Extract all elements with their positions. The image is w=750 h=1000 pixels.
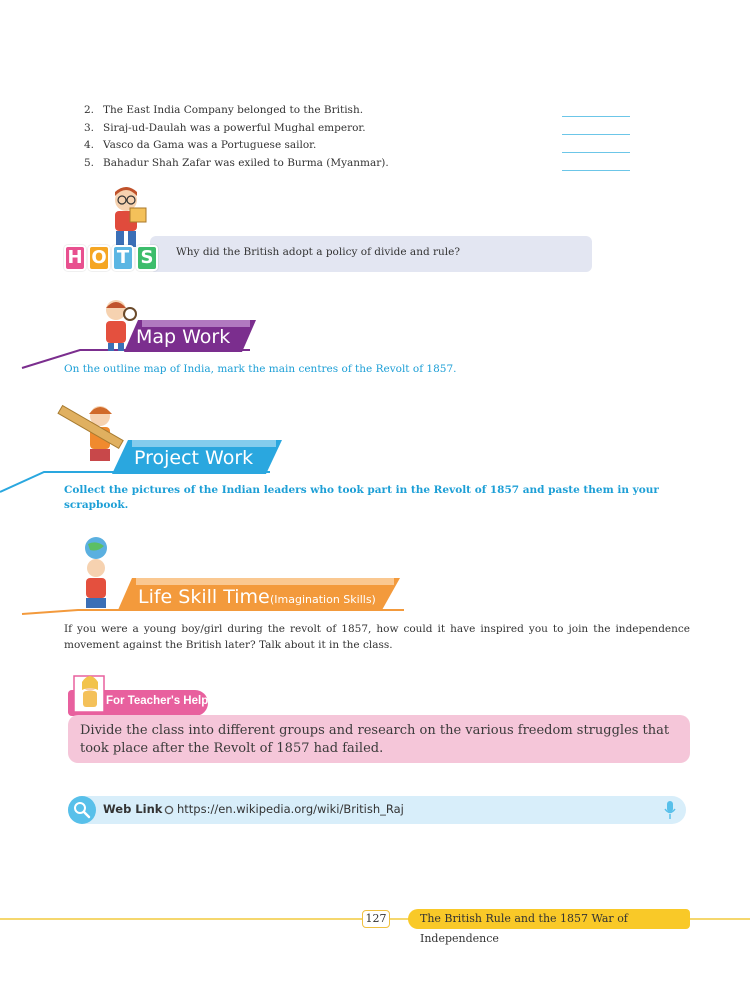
statement-list <box>84 102 424 172</box>
statement-item <box>84 102 424 120</box>
statement-text: Vasco da Gama was a Portuguese sailor. <box>103 139 317 151</box>
teacher-help-label: For Teacher's Help <box>106 695 209 707</box>
answer-blank[interactable] <box>562 170 630 171</box>
search-icon[interactable] <box>68 796 96 824</box>
statement-number: 5. <box>84 156 95 169</box>
statement-item <box>84 137 424 155</box>
life-skill-subtitle: (Imagination Skills) <box>270 593 376 606</box>
statement-item <box>84 120 424 138</box>
web-link-label: Web Link <box>103 802 163 816</box>
reading-boy-illustration <box>104 186 154 250</box>
chapter-title: The British Rule and the 1857 War of Independence <box>408 909 690 929</box>
microphone-icon[interactable] <box>664 800 676 820</box>
life-skill-text: If you were a young boy/girl during the revolt of 1857, how could it have inspired you to join the independence movement against the British later? Talk about it in the class. <box>64 623 690 651</box>
hots-letter: T <box>112 245 134 271</box>
map-work-title: Map Work <box>136 326 231 348</box>
statement-number: 2. <box>84 104 95 116</box>
hots-letter: O <box>88 245 110 271</box>
circle-bullet-icon <box>164 805 174 815</box>
statement-text: Bahadur Shah Zafar was exiled to Burma (Myanmar). <box>103 156 389 169</box>
statement-item <box>84 155 424 173</box>
statement-number: 4. <box>84 139 95 151</box>
teacher-help-text: Divide the class into different groups and research on the various freedom struggles that took place after the Revolt of 1857 had failed. <box>80 723 670 756</box>
statement-number: 3. <box>84 121 95 134</box>
web-link-url[interactable]: https://en.wikipedia.org/wiki/British_Raj <box>177 802 404 816</box>
hots-logo <box>64 245 158 271</box>
teacher-illustration <box>72 668 108 718</box>
project-work-text: Collect the pictures of the Indian leaders who took part in the Revolt of 1857 and paste them in your scrapbook. <box>64 484 659 511</box>
answer-blank[interactable] <box>562 134 630 135</box>
hots-letter: H <box>64 245 86 271</box>
map-work-text: On the outline map of India, mark the main centres of the Revolt of 1857. <box>64 363 457 375</box>
answer-blank[interactable] <box>562 116 630 117</box>
statement-text: Siraj-ud-Daulah was a powerful Mughal emperor. <box>103 121 366 134</box>
life-skill-title: Life Skill Time <box>138 586 270 608</box>
project-work-title: Project Work <box>134 447 254 469</box>
hots-question: Why did the British adopt a policy of divide and rule? <box>176 246 460 258</box>
answer-blank[interactable] <box>562 152 630 153</box>
page-number: 127 <box>362 910 390 928</box>
statement-text: The East India Company belonged to the British. <box>103 104 364 116</box>
hots-letter: S <box>136 245 158 271</box>
